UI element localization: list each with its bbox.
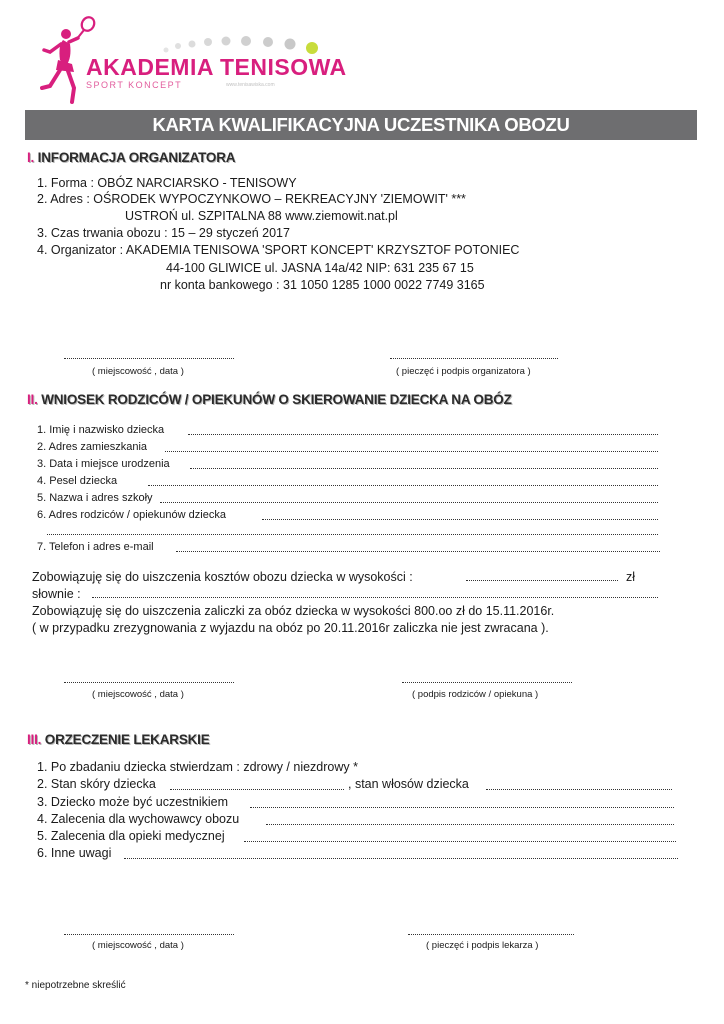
signature-line-doctor[interactable] xyxy=(408,934,574,935)
field-label-other-remarks: 6. Inne uwagi xyxy=(37,846,112,860)
section-heading-organizer xyxy=(27,150,235,165)
organizer-line-bank: nr konta bankowego : 31 1050 1285 1000 0022 7749 3165 xyxy=(160,278,485,292)
section-number: II. xyxy=(27,392,38,407)
field-recommendations-counselor[interactable] xyxy=(266,824,674,825)
logo-title: AKADEMIA TENISOWA xyxy=(86,54,347,80)
signature-caption-parents: ( podpis rodziców / opiekuna ) xyxy=(412,689,539,700)
signature-line-place-date[interactable] xyxy=(64,934,234,935)
field-recommendations-medical[interactable] xyxy=(244,841,676,842)
field-label-skin: 2. Stan skóry dziecka xyxy=(37,777,156,791)
field-hair[interactable] xyxy=(486,789,672,790)
field-label-pesel: 4. Pesel dziecka xyxy=(37,475,118,487)
section-number: I. xyxy=(27,150,35,165)
signature-caption-place-date: ( miejscowość , data ) xyxy=(92,689,184,700)
signature-caption-doctor: ( pieczęć i podpis lekarza ) xyxy=(426,940,539,951)
field-parents-address-cont[interactable] xyxy=(47,534,658,535)
field-pesel[interactable] xyxy=(148,485,658,486)
field-school[interactable] xyxy=(160,502,658,503)
signature-line-place-date[interactable] xyxy=(64,682,234,683)
cost-unit: zł xyxy=(626,570,636,584)
deposit-line: Zobowiązuję się do uiszczenia zaliczki za obóz dziecka w wysokości 800.oo zł do 15.11.2016r. xyxy=(32,604,555,618)
field-other-remarks[interactable] xyxy=(124,858,678,859)
section-heading-medical xyxy=(27,732,210,747)
signature-line-parents[interactable] xyxy=(402,682,572,683)
field-label-child-name: 1. Imię i nazwisko dziecka xyxy=(37,424,165,436)
section-title: ORZECZENIE LEKARSKIE xyxy=(44,732,210,747)
section-title: WNIOSEK RODZICÓW / OPIEKUNÓW O SKIEROWANIE DZIECKA NA OBÓZ xyxy=(41,392,512,407)
page-title: KARTA KWALIFIKACYJNA UCZESTNIKA OBOZU xyxy=(25,110,697,140)
cost-label: Zobowiązuję się do uiszczenia kosztów obozu dziecka w wysokości : xyxy=(32,570,413,584)
field-parents-address[interactable] xyxy=(262,519,658,520)
field-label-recommendations-counselor: 4. Zalecenia dla wychowawcy obozu xyxy=(37,812,240,826)
words-label: słownie : xyxy=(32,587,81,601)
field-label-hair: , stan włosów dziecka xyxy=(348,777,469,791)
field-label-birth: 3. Data i miejsce urodzenia xyxy=(37,458,170,470)
footnote: * niepotrzebne skreślić xyxy=(25,980,126,991)
field-label-address: 2. Adres zamieszkania xyxy=(37,441,148,453)
section-number: III. xyxy=(27,732,42,747)
field-can-participate[interactable] xyxy=(250,807,674,808)
organizer-line-duration: 3. Czas trwania obozu : 15 – 29 styczeń 2017 xyxy=(37,226,290,240)
organizer-line-organizer: 4. Organizator : AKADEMIA TENISOWA 'SPORT KONCEPT' KRZYSZTOF POTONIEC xyxy=(37,243,520,257)
field-birth[interactable] xyxy=(190,468,658,469)
field-label-school: 5. Nazwa i adres szkoły xyxy=(37,492,153,504)
signature-caption-place-date: ( miejscowość , data ) xyxy=(92,940,184,951)
logo-subtitle: SPORT KONCEPT xyxy=(86,80,183,90)
logo xyxy=(36,14,356,104)
field-label-recommendations-medical: 5. Zalecenia dla opieki medycznej xyxy=(37,829,225,843)
medical-health-statement: 1. Po zbadaniu dziecka stwierdzam : zdrowy / niezdrowy * xyxy=(37,760,358,774)
words-field[interactable] xyxy=(92,597,658,598)
organizer-line-city: 44-100 GLIWICE ul. JASNA 14a/42 NIP: 631 235 67 15 xyxy=(166,261,474,275)
field-phone-email[interactable] xyxy=(176,551,660,552)
section-heading-parents xyxy=(27,392,512,407)
organizer-line-form: 1. Forma : OBÓZ NARCIARSKO - TENISOWY xyxy=(37,176,297,190)
cost-amount-field[interactable] xyxy=(466,580,618,581)
organizer-line-address-2: USTROŃ ul. SZPITALNA 88 www.ziemowit.nat.pl xyxy=(125,209,398,223)
field-child-name[interactable] xyxy=(188,434,658,435)
logo-url: www.tenisawiska.com xyxy=(226,82,275,88)
signature-line-place-date[interactable] xyxy=(64,358,234,359)
deposit-note: ( w przypadku zrezygnowania z wyjazdu na obóz po 20.11.2016r zaliczka nie jest zwracana ). xyxy=(32,621,549,635)
field-label-phone-email: 7. Telefon i adres e-mail xyxy=(37,541,154,553)
signature-line-organizer[interactable] xyxy=(390,358,558,359)
section-title: INFORMACJA ORGANIZATORA xyxy=(37,150,236,165)
signature-caption-place-date: ( miejscowość , data ) xyxy=(92,366,184,377)
field-label-can-participate: 3. Dziecko może być uczestnikiem xyxy=(37,795,229,809)
field-address[interactable] xyxy=(165,451,658,452)
signature-caption-organizer: ( pieczęć i podpis organizatora ) xyxy=(396,366,531,377)
field-label-parents-address: 6. Adres rodziców / opiekunów dziecka xyxy=(37,509,226,521)
organizer-line-address: 2. Adres : OŚRODEK WYPOCZYNKOWO – REKREACYJNY 'ZIEMOWIT' *** xyxy=(37,192,466,206)
field-skin[interactable] xyxy=(170,789,344,790)
